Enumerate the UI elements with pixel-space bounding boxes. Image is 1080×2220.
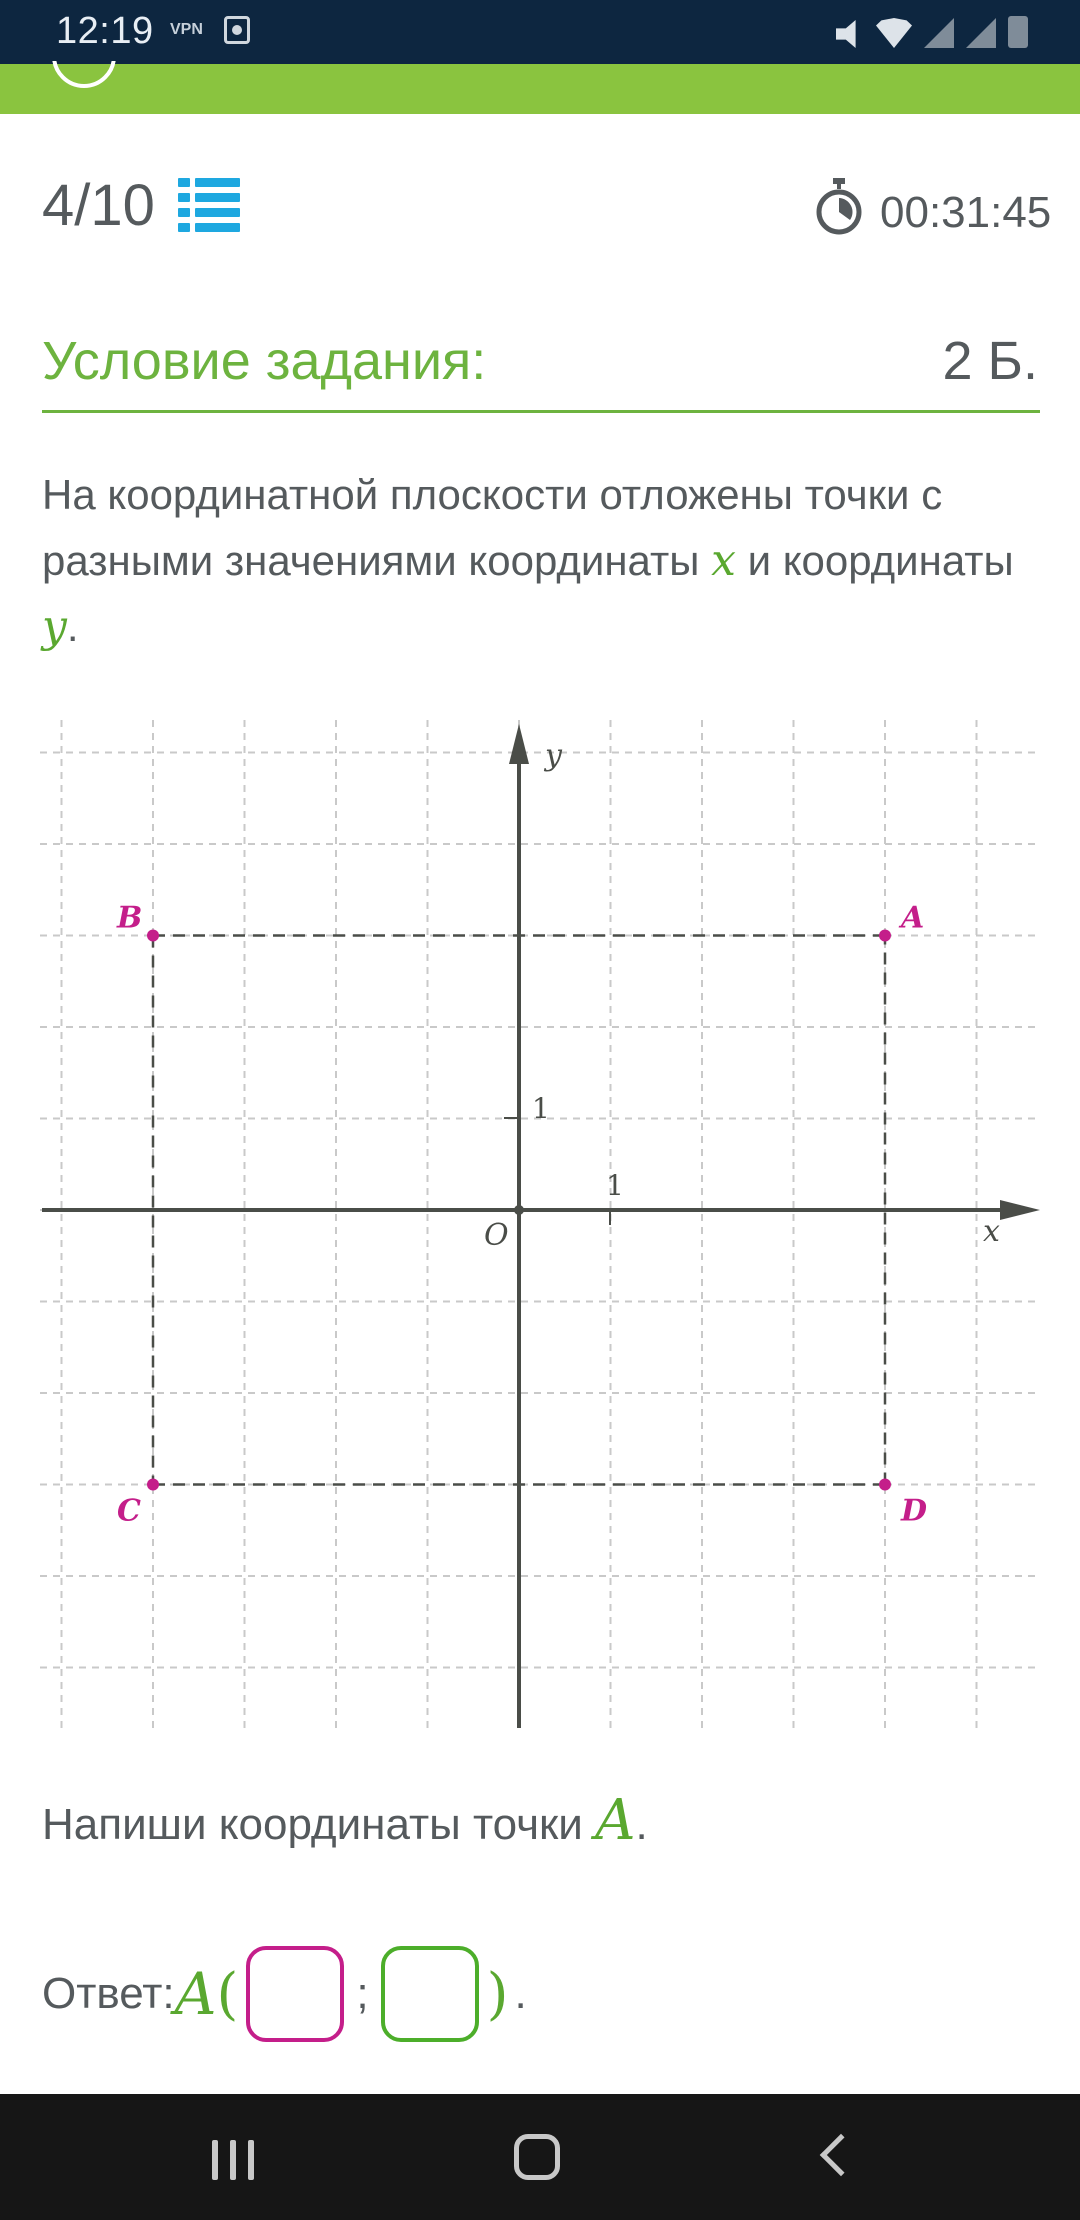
answer-point: A [174,1960,217,2028]
prompt-point: A [595,1788,636,1853]
point-label-d: D [901,1493,928,1529]
mute-icon [836,20,864,48]
origin-label: O [484,1218,509,1253]
task-points: 2 Б. [942,331,1038,391]
progress-current: 4 [42,173,75,238]
coordinate-plane [40,720,1040,1730]
progress-total: /10 [74,173,155,238]
x-unit-label: 1 [606,1169,624,1202]
point-b [147,930,159,942]
signal-icon [966,18,996,48]
back-icon[interactable] [820,2134,862,2176]
answer-label: Ответ: [42,1969,175,2018]
point-label-c: C [117,1493,141,1529]
answer-y-input[interactable] [381,1946,479,2042]
answer-x-input[interactable] [246,1946,344,2042]
x-axis-label: x [983,1214,1000,1249]
task-text: На координатной плоскости отложены точки с разными значениями координаты [42,471,943,584]
point-c [147,1479,159,1491]
status-time: 12:19 [56,10,154,52]
vpn-indicator: VPN [170,21,203,38]
origin-point [514,1205,524,1215]
task-progress [42,172,155,239]
point-label-b: B [117,900,143,936]
answer-row [42,1944,527,2044]
point-label-a: A [901,900,925,936]
x-axis-arrow [1000,1200,1040,1220]
signal-icon [924,18,954,48]
task-statement [42,462,1042,660]
notification-icon [224,16,250,44]
timer-label: 00:31:45 [880,188,1052,237]
task-text: и координаты [735,537,1014,584]
app-header-strip [0,64,1080,114]
answer-separator: ; [356,1969,369,2018]
y-axis-label: y [545,738,562,773]
status-icons [836,14,1028,48]
prompt-text: Напиши координаты точки [42,1800,596,1849]
system-nav-bar [0,2094,1080,2220]
battery-icon [1008,16,1028,48]
recent-apps-icon[interactable] [212,2140,256,2180]
question-prompt [42,1788,648,1853]
point-d [879,1479,891,1491]
home-icon[interactable] [514,2134,560,2180]
open-paren: ( [216,1961,239,2027]
task-text: . [66,603,79,650]
variable-y: y [42,601,67,652]
close-paren: ) [486,1961,509,2027]
task-title: Условие задания: [42,331,487,391]
stopwatch-icon [814,176,864,236]
y-unit-label: 1 [532,1092,550,1125]
wifi-icon [876,18,912,48]
prompt-text: . [635,1800,648,1849]
grid [40,720,1040,1730]
task-divider [42,410,1040,413]
task-list-icon[interactable] [178,178,240,234]
y-axis-arrow [509,724,529,764]
status-bar [0,0,1080,64]
point-a [879,930,891,942]
axes [42,724,1040,1728]
answer-period: . [514,1969,527,2018]
variable-x: x [711,535,736,586]
